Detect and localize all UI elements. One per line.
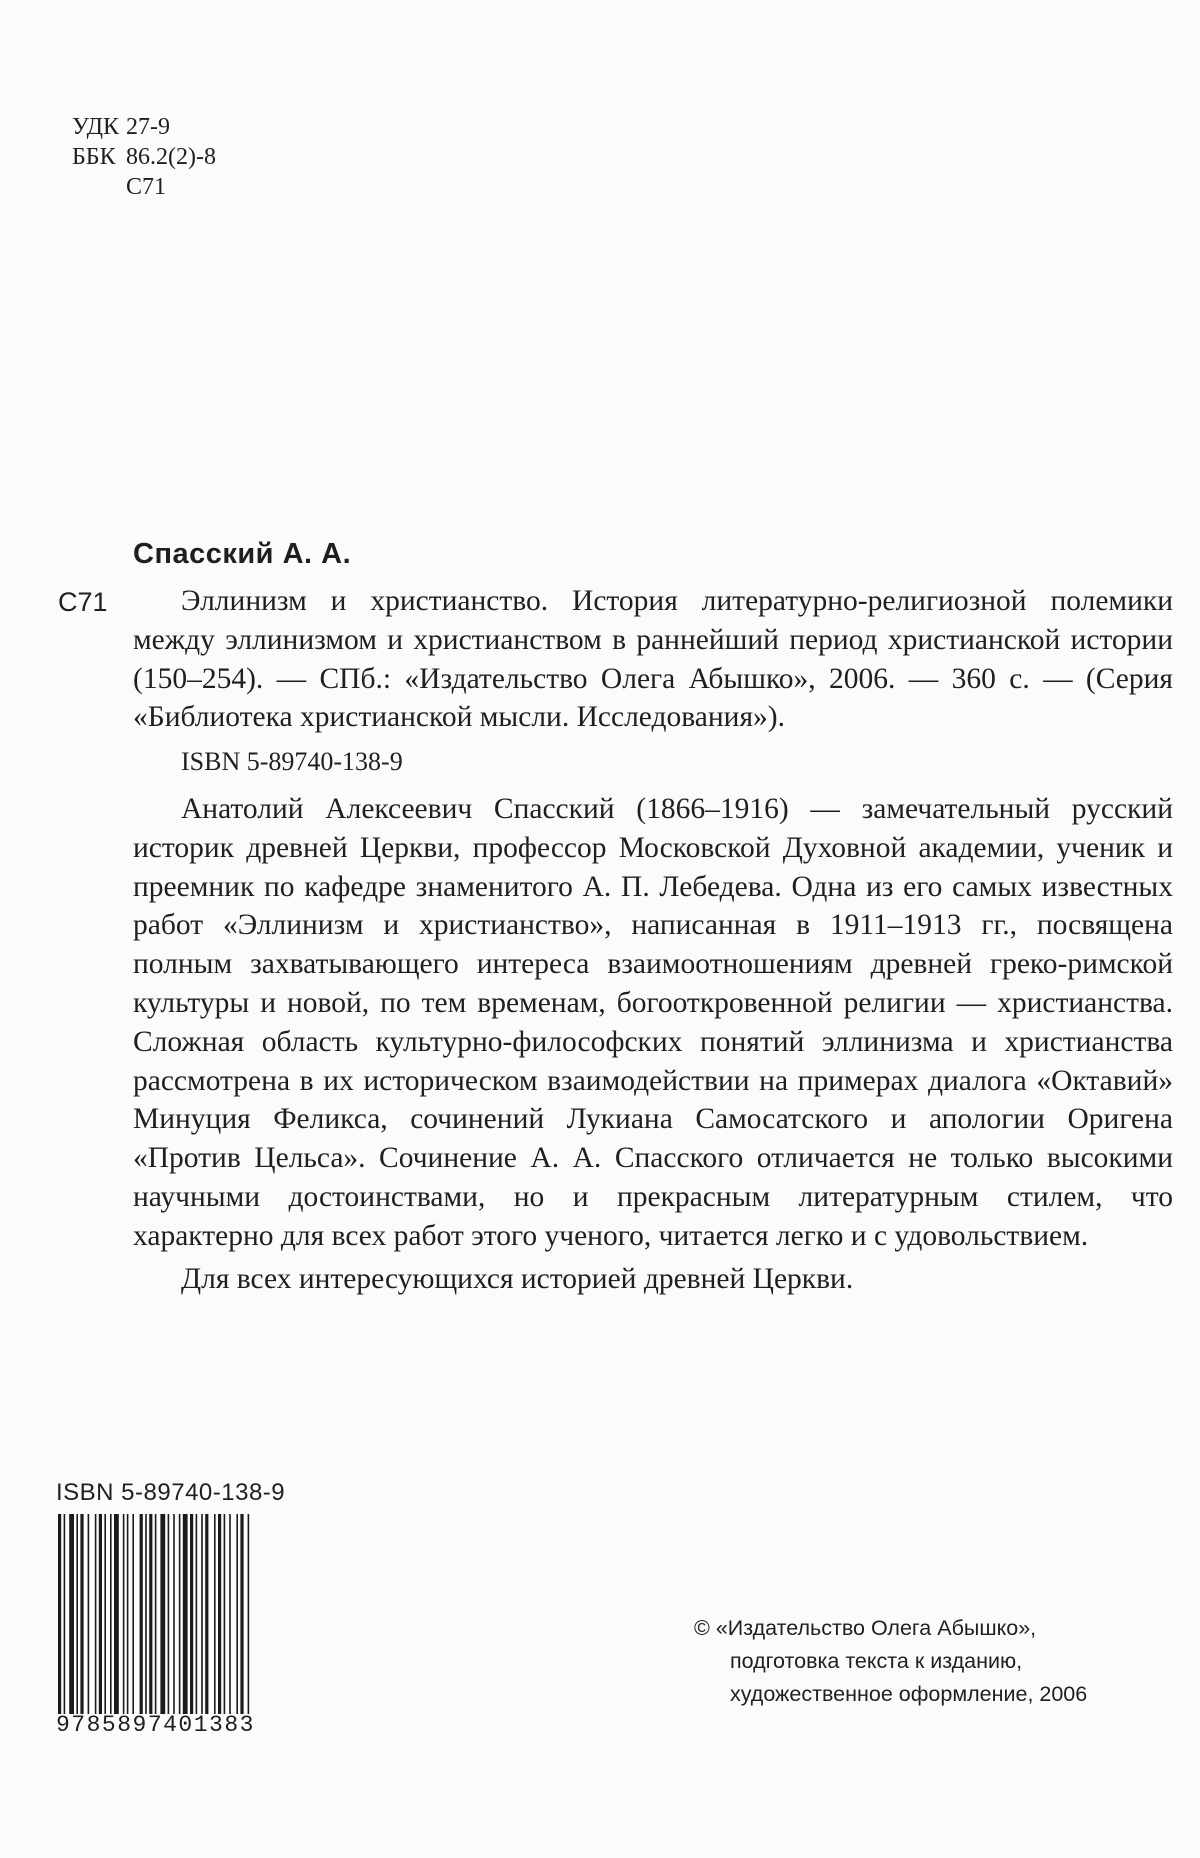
barcode-image <box>56 1514 304 1714</box>
barcode-bar <box>76 1514 78 1714</box>
barcode-bar <box>127 1514 129 1714</box>
barcode-bar <box>58 1514 61 1714</box>
classification-block <box>72 112 216 202</box>
barcode-bar <box>149 1514 152 1714</box>
barcode-bar <box>69 1514 74 1714</box>
barcode-bar <box>229 1514 231 1714</box>
margin-code: С71 <box>58 587 108 617</box>
author-mark: С71 <box>126 174 167 200</box>
barcode-bar <box>114 1514 119 1714</box>
bibliographic-record <box>133 582 1173 1298</box>
barcode-isbn: ISBN 5-89740-138-9 <box>56 1479 286 1506</box>
annotation-paragraph: Анатолий Алексеевич Спасский (1866–1916) — замечательный русский историк древней Церкви, профессор Московской Духовной академии, ученик и преемник по кафедре знаменитого А. П. Лебедева. Одна из его самых известных работ «Эллинизм и христианство», написанная в 1911–1913 гг., посвящена полным захватывающего интереса взаимоотношениям древней греко-римской культуры и новой, по тем временам, богооткровенной религии — христианства. Сложная область культурно-философских понятий эллинизма и христианства рассмотрена в их историческом взаимодействии на примерах диалога «Октавий» Минуция Феликса, сочинений Лукиана Самосатского и апологии Оригена «Против Цельса». Сочинение А. А. Спасского отличается не только высокими научными достоинствами, но и прекрасным литературным стилем, что характерно для всех работ этого ученого, читается легко и с удовольствием. <box>133 792 1173 1252</box>
barcode-bar <box>99 1514 102 1714</box>
barcode-bar <box>160 1514 165 1714</box>
barcode-bar <box>240 1514 243 1714</box>
barcode-bar <box>95 1514 97 1714</box>
barcode-block <box>56 1478 306 1738</box>
bbk-value: 86.2(2)-8 <box>126 144 216 170</box>
barcode-bar <box>248 1514 250 1714</box>
barcode-bar <box>104 1514 106 1714</box>
audience-line: Для всех интересующихся историей древней Церкви. <box>181 1262 854 1295</box>
copyright-line-1: © «Издательство Олега Абышко», <box>694 1616 1037 1640</box>
author-heading: Спасский А. А. <box>133 538 352 570</box>
barcode-bar <box>196 1514 198 1714</box>
barcode-bar <box>80 1514 83 1714</box>
udk-value: 27-9 <box>126 114 170 140</box>
barcode-bar <box>224 1514 226 1714</box>
barcode-bar <box>140 1514 143 1714</box>
barcode-bar <box>173 1514 175 1714</box>
barcode-bar <box>218 1514 221 1714</box>
barcode-bar <box>214 1514 216 1714</box>
barcode-bar <box>123 1514 125 1714</box>
copyright-line-3: художественное оформление, 2006 <box>730 1682 1088 1706</box>
barcode-bar <box>132 1514 134 1714</box>
barcode-bar <box>64 1514 66 1714</box>
bibliographic-description: Эллинизм и христианство. История литературно-религиозной полемики между эллинизмом и христианством в раннейший период христианской истории (150–254). — СПб.: «Издательство Олега Абышко», 2006. — 360 с. — (Серия «Библиотека христианской мысли. Исследования»). <box>133 585 1173 734</box>
barcode-bar <box>155 1514 157 1714</box>
barcode-bar <box>110 1514 112 1714</box>
bbk-label: ББК <box>72 144 116 170</box>
barcode-digits: 9785897401383 <box>56 1712 255 1738</box>
barcode-bar <box>179 1514 181 1714</box>
barcode-bar <box>183 1514 188 1714</box>
barcode-bar <box>205 1514 208 1714</box>
barcode-bar <box>88 1514 90 1714</box>
barcode-bar <box>201 1514 203 1714</box>
udk-label: УДК <box>72 114 119 140</box>
barcode-bar <box>236 1514 238 1714</box>
barcode-bar <box>145 1514 147 1714</box>
isbn-line: ISBN 5-89740-138-9 <box>181 747 403 777</box>
copyright-block <box>694 1612 1087 1711</box>
barcode-bar <box>168 1514 170 1714</box>
barcode-bar <box>190 1514 193 1714</box>
copyright-line-2: подготовка текста к изданию, <box>730 1649 1023 1673</box>
